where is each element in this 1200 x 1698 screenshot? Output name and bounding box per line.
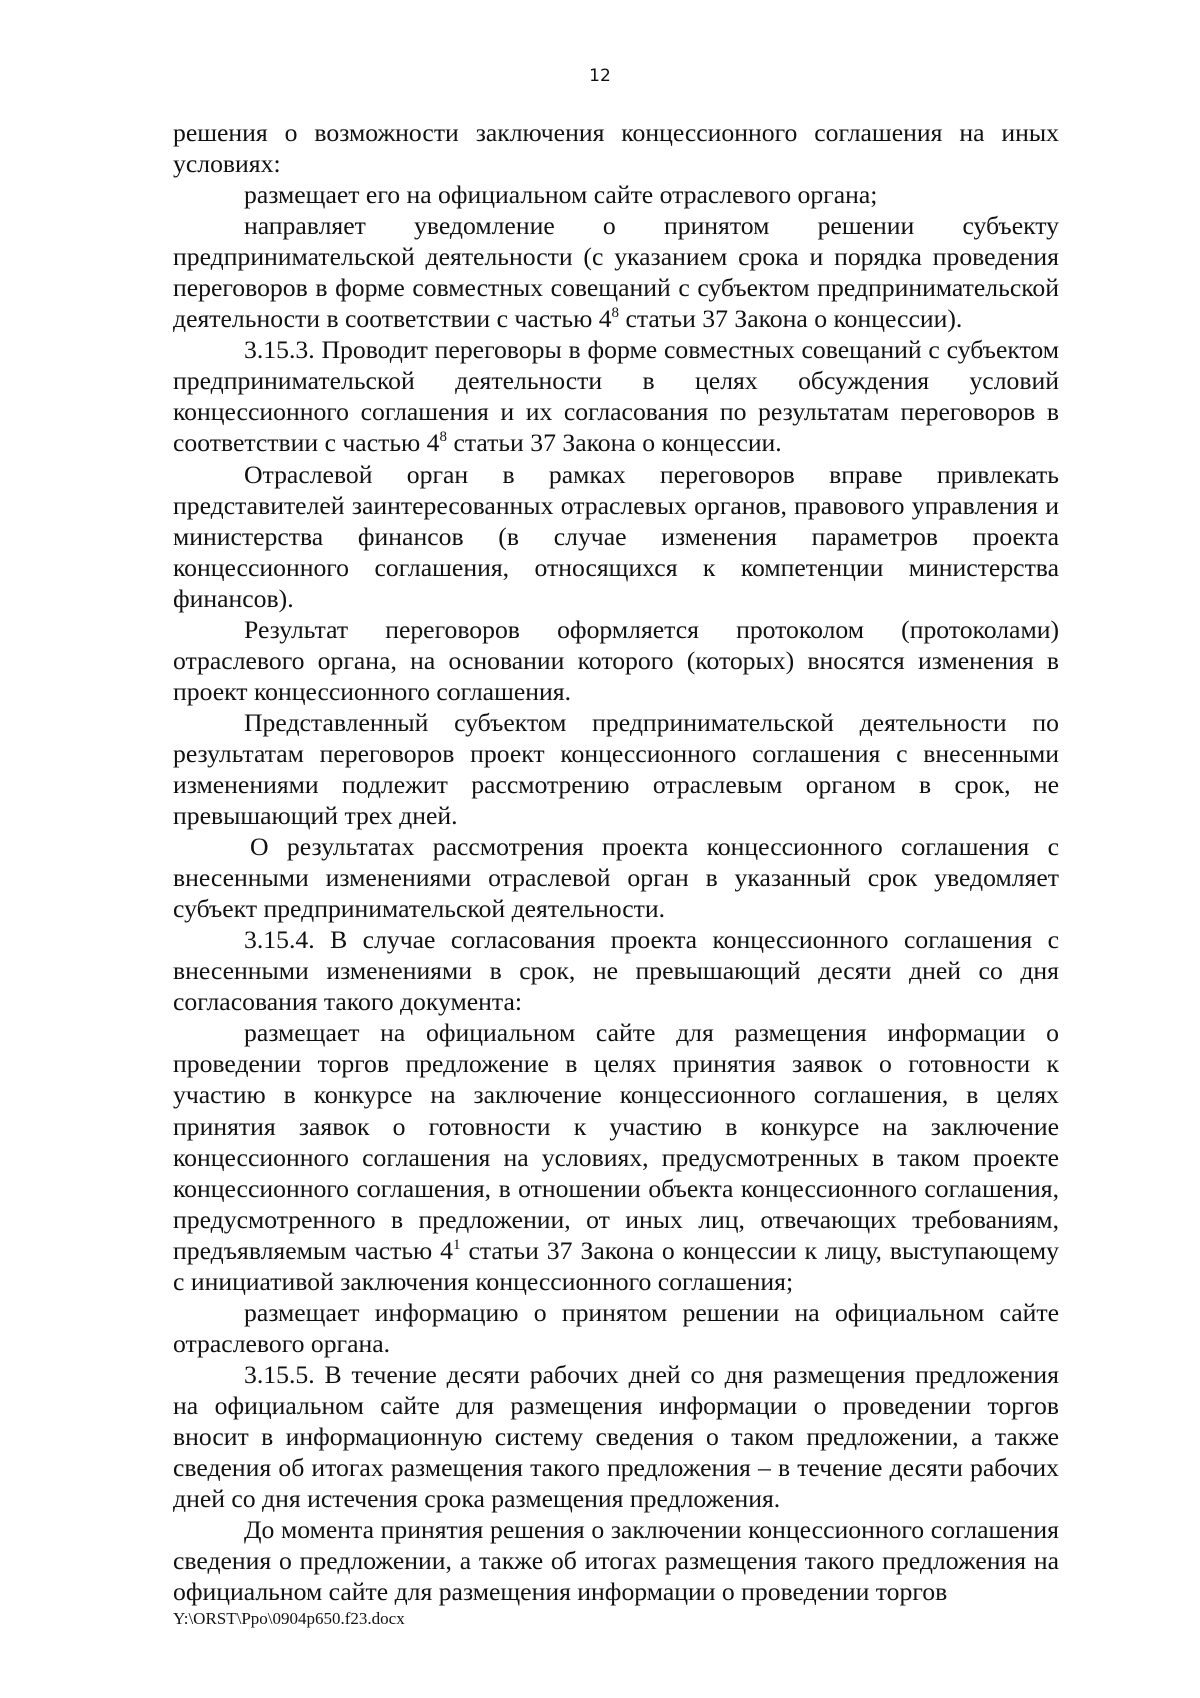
paragraph-3-15-4 [173,924,1059,1017]
document-body [173,117,1059,1607]
paragraph-text: 3.15.4. В случае согласования проекта концессионного соглашения с внесенными изменениями в срок, не превышающий десяти дней со дня согласования такого документа: [173,925,1059,1017]
paragraph-3-15-3 [173,334,1059,458]
paragraph-text: О результатах рассмотрения проекта концессионного соглашения с внесенными изменениями отраслевой орган в указанный срок уведомляет субъект предпринимательской деятельности. [173,832,1059,924]
paragraph-text: статьи 37 Закона о концессии. [447,428,782,458]
paragraph-publish-information [173,1297,1059,1359]
paragraph-text: направляет уведомление о принятом решении субъекту предпринимательской деятельности (с указанием срока и порядка проведения переговоров в форме совместных совещаний с субъектом предпринимательской деятельности в соответствии с частью 4 [173,211,1059,334]
paragraph-send-notice [173,210,1059,334]
paragraph-text: статьи 37 Закона о концессии). [619,304,963,334]
paragraph-text: 3.15.3. Проводит переговоры в форме совместных совещаний с субъектом предпринимательской деятельности в целях обсуждения условий концессионного соглашения и их согласования по результатам переговоров в соответствии с частью 4 [173,335,1059,458]
paragraph-text: размещает на официальном сайте для размещения информации о проведении торгов предложение в целях принятия заявок о готовности к участию в конкурсе на заключение концессионного соглашения, в целях принятия заявок о готовности к участию в конкурсе на заключение концессионного соглашения на условиях, предусмотренных в таком проекте концессионного соглашения, в отношении объекта концессионного соглашения, предусмотренного в предложении, от иных лиц, отвечающих требованиям, предъявляемым частью 4 [173,1018,1059,1265]
paragraph-continuation [173,117,1059,179]
paragraph-negotiation-participants [173,459,1059,614]
superscript: 1 [453,1236,461,1253]
paragraph-publish-decision [173,179,1059,210]
superscript: 8 [611,305,620,322]
superscript: 8 [439,429,448,446]
paragraph-text: Представленный субъектом предпринимательской деятельности по результатам переговоров проект концессионного соглашения с внесенными изменениями подлежит рассмотрению отраслевым органом в срок, не превышающий трех дней. [173,707,1059,831]
paragraph-3-15-5 [173,1359,1059,1514]
paragraph-text: 3.15.5. В течение десяти рабочих дней со дня размещения предложения на официальном сайте для размещения информации о проведении торгов вносит в информационную систему сведения о таком предложении, а также сведения об итогах размещения такого предложения – в течение десяти рабочих дней со дня истечения срока размещения предложения. [173,1359,1059,1514]
paragraph-text: Результат переговоров оформляется протоколом (протоколами) отраслевого органа, на основании которого (которых) вносятся изменения в проект концессионного соглашения. [173,614,1059,706]
paragraph-negotiation-result [173,614,1059,707]
paragraph-review-notice [173,831,1059,924]
paragraph-text: Отраслевой орган в рамках переговоров вправе привлекать представителей заинтересованных отраслевых органов, правового управления и министерства финансов (в случае изменения параметров проекта концессионного соглашения, относящихся к компетенции министерства финансов). [173,459,1059,613]
paragraph-text: статьи 37 Закона о концессии к лицу, выступающему с инициативой заключения концессионного соглашения; [173,1235,1059,1296]
paragraph-review-deadline [173,707,1059,831]
paragraph-text: размещает его на официальном сайте отраслевого органа; [244,180,878,210]
page-number: 12 [589,66,611,86]
footer-file-path: Y:\ORST\Ppo\0904p650.f23.docx [173,1609,405,1628]
paragraph-text: До момента принятия решения о заключении концессионного соглашения сведения о предложении, а также об итогах размещения такого предложения на официальном сайте для размещения информации о проведении торгов [173,1515,1059,1607]
paragraph-text: решения о возможности заключения концессионного соглашения на иных условиях: [173,118,1059,179]
paragraph-publish-proposal [173,1017,1059,1296]
paragraph-until-decision [173,1514,1059,1607]
paragraph-text: размещает информацию о принятом решении на официальном сайте отраслевого органа. [173,1297,1059,1358]
